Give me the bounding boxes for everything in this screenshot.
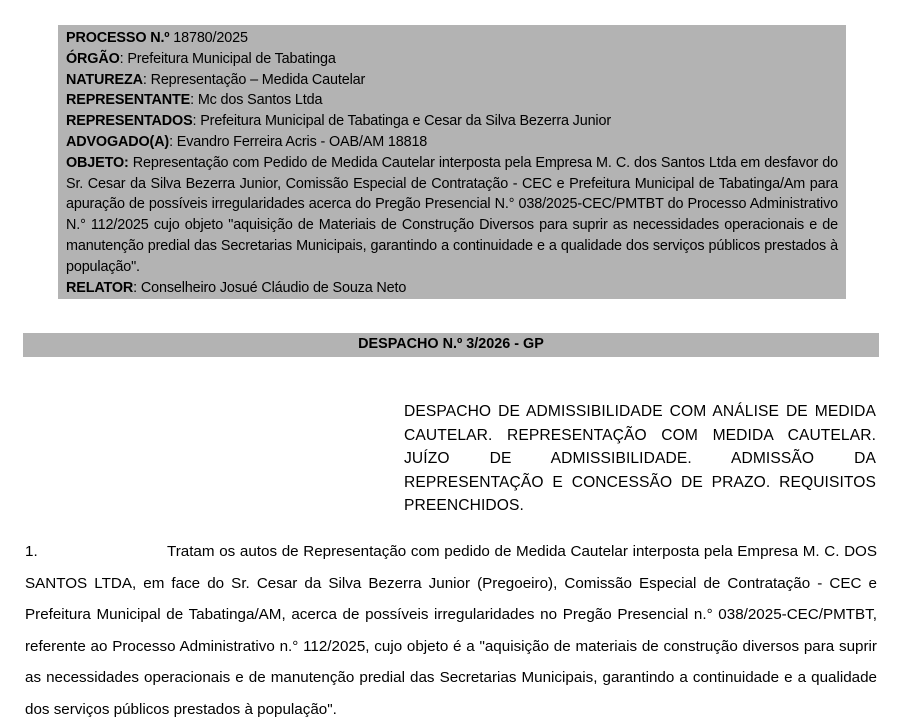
relator-value: : Conselheiro Josué Cláudio de Souza Neto: [133, 279, 407, 296]
paragraph-text: Tratam os autos de Representação com pedido de Medida Cautelar interposta pela Empresa M. C. DOS SANTOS LTDA, em face do Sr. Cesar da Silva Bezerra Junior (Pregoeiro), Comissão Especial de Contratação - CEC e Prefeitura Municipal de Tabatinga/AM, acerca de possíveis irregularidades no Pregão Presencial n.° 038/2025-CEC/PMTBT, referente ao Processo Administrativo n.° 112/2025, cujo objeto é a "aquisição de materiais de construção diversos para suprir as necessidades operacionais e de manutenção predial das Secretarias Municipais, garantindo a continuidade e a qualidade dos serviços públicos prestados à população".: [25, 543, 877, 718]
relator-label: RELATOR: [66, 279, 134, 296]
representados-label: REPRESENTADOS: [66, 113, 193, 130]
advogado-value: : Evandro Ferreira Acris - OAB/AM 18818: [169, 133, 428, 150]
orgao-value: : Prefeitura Municipal de Tabatinga: [119, 50, 336, 67]
representados-value: : Prefeitura Municipal de Tabatinga e Cesar da Silva Bezerra Junior: [192, 113, 611, 130]
paragraph-number: 1.: [25, 543, 38, 560]
processo-value: 18780/2025: [169, 30, 248, 46]
natureza-value: : Representação – Medida Cautelar: [142, 71, 366, 88]
advogado-label: ADVOGADO(A): [66, 133, 170, 150]
natureza-row: [66, 70, 838, 91]
paragraph-1: [25, 536, 877, 725]
representados-row: [66, 111, 838, 132]
objeto-value: Representação com Pedido de Medida Cautelar interposta pela Empresa M. C. dos Santos Ltda em desfavor do Sr. Cesar da Silva Bezerra Junior, Comissão Especial de Contratação - CEC e Prefeitura Municipal de Tabatinga/Am para apuração de possíveis irregularidades acerca do Pregão Presencial N.° 038/2025-CEC/PMTBT do Processo Administrativo N.° 112/2025 cujo objeto "aquisição de Materiais de Construção Diversos para suprir as necessidades operacionais e de manutenção predial das Secretarias Municipais, garantindo a continuidade e a qualidade dos serviços públicos prestados à população".: [66, 154, 838, 275]
relator-row: [66, 278, 838, 299]
representante-row: [66, 90, 838, 111]
case-header-box: [58, 25, 846, 299]
orgao-label: ÓRGÃO: [66, 50, 120, 67]
objeto-label: OBJETO:: [66, 154, 129, 171]
representante-label: REPRESENTANTE: [66, 92, 191, 109]
natureza-label: NATUREZA: [66, 71, 143, 88]
advogado-row: [66, 132, 838, 153]
representante-value: : Mc dos Santos Ltda: [190, 92, 323, 109]
processo-label: PROCESSO N.º: [66, 30, 170, 46]
despacho-title: DESPACHO N.º 3/2026 - GP: [23, 333, 879, 357]
orgao-row: [66, 49, 838, 70]
ementa: DESPACHO DE ADMISSIBILIDADE COM ANÁLISE DE MEDIDA CAUTELAR. REPRESENTAÇÃO COM MEDIDA CAUTELAR. JUÍZO DE ADMISSIBILIDADE. ADMISSÃO DA REPRESENTAÇÃO E CONCESSÃO DE PRAZO. REQUISITOS PREENCHIDOS.: [404, 403, 876, 514]
processo-row: [66, 28, 838, 49]
objeto-row: [66, 153, 838, 278]
